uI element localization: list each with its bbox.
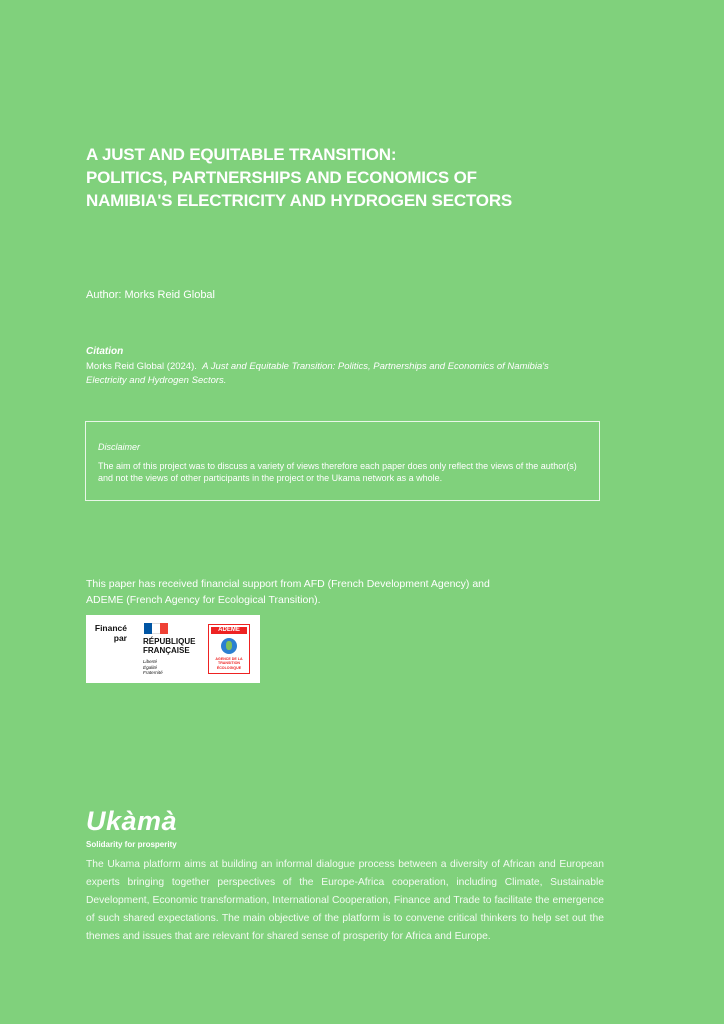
funder-logos [86, 615, 260, 683]
motto-line-1: Liberté [143, 659, 158, 664]
republique-motto [143, 659, 163, 676]
finance-line-2: par [113, 633, 127, 643]
finance-line-1: Financé [94, 623, 127, 633]
flag-stripe-blue [144, 623, 152, 634]
republique-line-2: FRANÇAISE [143, 646, 190, 655]
ukama-tagline: Solidarity for prosperity [86, 840, 177, 849]
disclaimer-text: The aim of this project was to discuss a variety of views therefore each paper does only reflect the views of the author(s) and not the views of other participants in the project or the Ukama network as a whole. [98, 461, 577, 483]
ademe-wordmark: ADEME [211, 627, 247, 634]
disclaimer-label: Disclaimer [98, 442, 141, 452]
title-line-2: POLITICS, PARTNERSHIPS AND ECONOMICS OF [86, 168, 477, 187]
disclaimer-box [85, 421, 600, 501]
page-title [86, 143, 646, 212]
ademe-logo [208, 624, 250, 674]
citation-block [86, 345, 566, 389]
republique-line-1: RÉPUBLIQUE [143, 637, 196, 646]
funding-statement: This paper has received financial support from AFD (French Development Agency) and ADEME (French Agency for Ecological Transition). [86, 578, 490, 606]
republique-francaise-logo [143, 637, 195, 655]
citation-label: Citation [86, 346, 124, 357]
french-flag-icon [144, 623, 168, 634]
platform-description: The Ukama platform aims at building an informal dialogue process between a diversity of African and European experts bringing together perspectives of the Europe-Africa cooperation, including Climate, Sustainable Development, Economic transformation, International Cooperation, Finance and Trade to facilitate the emergence of such shared expectations. The main objective of the platform is to convene critical thinkers to help set out the themes and issues that are relevant for shared sense of prosperity for Africa and Europe. [86, 859, 604, 942]
author-line: Author: Morks Reid Global [86, 289, 215, 301]
ukama-logo: Ukàmà [86, 806, 178, 836]
citation-prefix: Morks Reid Global (2024). [86, 360, 197, 372]
citation-title: A Just and Equitable Transition: Politics, Partnerships and Economics of Namibia's Electricity and Hydrogen Sectors. [86, 360, 549, 386]
motto-line-3: Fraternité [143, 670, 163, 675]
flag-stripe-white [152, 623, 160, 634]
motto-line-2: Égalité [143, 664, 158, 670]
finance-label [93, 623, 127, 643]
flag-stripe-red [160, 623, 168, 634]
globe-icon [221, 638, 237, 654]
title-line-1: A JUST AND EQUITABLE TRANSITION: [86, 145, 397, 164]
title-line-3: NAMIBIA'S ELECTRICITY AND HYDROGEN SECTORS [86, 191, 513, 210]
citation-text [86, 360, 566, 389]
ademe-subtitle: AGENCE DE LA TRANSITION ÉCOLOGIQUE [215, 657, 243, 670]
